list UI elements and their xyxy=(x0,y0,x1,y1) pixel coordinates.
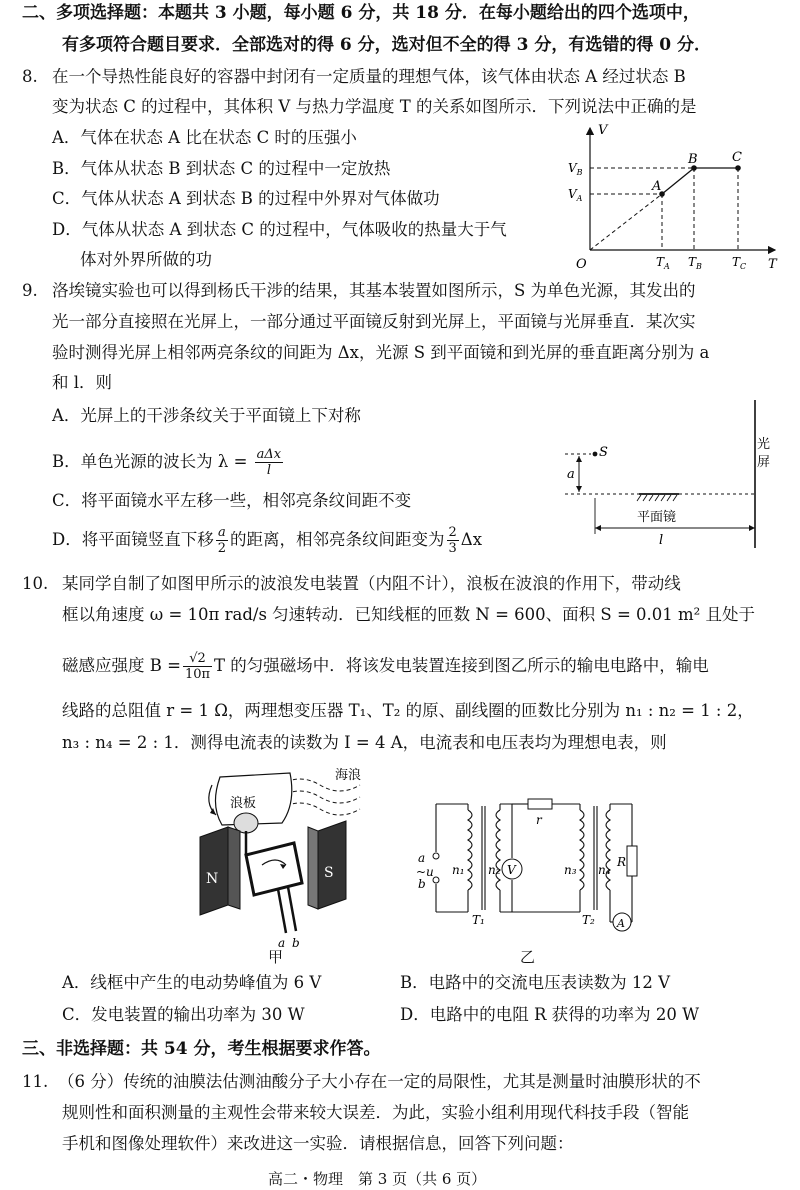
coil-frame xyxy=(246,843,302,895)
n3-label: n₃ xyxy=(564,863,577,877)
wave-board-label: 浪板 xyxy=(230,796,257,811)
q10-stem-line5: n₃ : n₄ = 2 : 1．测得电流表的读数为 I = 4 A，电流表和电压表均为理想电表，则 xyxy=(62,733,667,752)
origin-label: O xyxy=(576,257,587,272)
ab-dashed-extension xyxy=(590,194,662,250)
q9-lloyd-mirror-figure xyxy=(555,398,785,558)
q8-option-b: B．气体从状态 B 到状态 C 的过程中一定放热 xyxy=(52,159,391,178)
resistor-r-label: r xyxy=(536,813,542,827)
q9-stem-line4: 和 l．则 xyxy=(52,373,113,392)
q9-option-b: B．单色光源的波长为 λ = $\frac{\text{aΔx}}{l}$ xyxy=(52,447,282,478)
figure-jia-caption: 甲 xyxy=(268,948,284,966)
q8-option-a: A．气体在状态 A 比在状态 C 时的压强小 xyxy=(52,128,357,147)
q9-stem-line3: 验时测得光屏上相邻两亮条纹的间距为 Δx，光源 S 到平面镜和到光屏的垂直距离分别为 a xyxy=(52,343,710,362)
q10-number: 10. xyxy=(22,574,49,593)
q8-stem-line2: 变为状态 C 的过程中，其体积 V 与热力学温度 T 的关系如图所示．下列说法中正确的是 xyxy=(52,97,697,116)
q10-option-a: A．线框中产生的电动势峰值为 6 V xyxy=(62,973,322,992)
q11-number: 11. xyxy=(22,1072,49,1091)
q9-number: 9. xyxy=(22,281,38,300)
q10-option-d: D．电路中的电阻 R 获得的功率为 20 W xyxy=(400,1005,700,1024)
light-source-s xyxy=(593,452,598,457)
ammeter-label: A xyxy=(617,917,625,930)
point-b-label: B xyxy=(688,152,698,167)
ab-segment xyxy=(662,168,694,194)
q11-stem-line3: 手机和图像处理软件）来改进这一实验．请根据信息，回答下列问题： xyxy=(62,1134,574,1153)
q8-option-c: C．气体从状态 A 到状态 B 的过程中外界对气体做功 xyxy=(52,189,440,208)
voltmeter-label: V xyxy=(507,863,516,877)
n1-label: n₁ xyxy=(452,863,465,877)
q11-stem-line2: 规则性和面积测量的主观性会带来较大误差．为此，实验小组利用现代科技手段（智能 xyxy=(62,1103,689,1122)
q8-option-d-line2: 体对外界所做的功 xyxy=(80,250,212,269)
resistor-R-label: R xyxy=(617,855,627,869)
terminal-a-label: a xyxy=(418,851,426,865)
q10-stem-line2: 框以角速度 ω = 10π rad/s 匀速转动．已知线框的匝数 N = 600、面积 S = 0.01 m² 且处于 xyxy=(62,605,755,624)
section2-heading-line1: 二、多项选择题：本题共 3 小题，每小题 6 分，共 18 分．在每小题给出的四个选项中， xyxy=(22,3,700,23)
q8-number: 8. xyxy=(22,67,38,86)
point-c xyxy=(735,165,741,171)
point-a-label: A xyxy=(652,179,662,194)
source-s-label: S xyxy=(599,445,608,460)
q10-option-b: B．电路中的交流电压表读数为 12 V xyxy=(400,973,671,992)
q9-stem-line1: 洛埃镜实验也可以得到杨氏干涉的结果，其基本装置如图所示，S 为单色光源，其发出的 xyxy=(52,281,696,300)
q9-stem-line2: 光一部分直接照在光屏上，一部分通过平面镜反射到光屏上，平面镜与光屏垂直．某次实 xyxy=(52,312,696,331)
sea-wave-label: 海浪 xyxy=(335,768,362,783)
q10-stem-line4: 线路的总阻值 r = 1 Ω，两理想变压器 T₁、T₂ 的原、副线圈的匝数比分别为 n₁ : n₂ = 1 : 2， xyxy=(62,701,754,720)
section2-heading-line2: 有多项符合题目要求．全部选对的得 6 分，选对但不全的得 3 分，有选错的得 0 分． xyxy=(62,35,711,55)
voltage-u-label: ~u xyxy=(416,865,434,879)
page-footer: 高二・物理 第 3 页（共 6 页） xyxy=(268,1170,487,1188)
point-c-label: C xyxy=(732,150,742,165)
tc-label: $T_C$ xyxy=(732,255,747,271)
t1-label: T₁ xyxy=(472,913,485,927)
terminal-a-label: a xyxy=(278,936,286,950)
magnet-s-label: S xyxy=(324,865,334,881)
screen-label-2: 屏 xyxy=(757,455,771,470)
n2-label: n₂ xyxy=(488,863,501,877)
t-axis-label: T xyxy=(768,257,777,272)
q10-figure-yi xyxy=(412,790,652,940)
ta-label: $T_A$ xyxy=(656,255,670,271)
q8-vt-graph xyxy=(560,118,785,274)
n4-label: n₄ xyxy=(598,863,611,877)
q8-option-d-line1: D．气体从状态 A 到状态 C 的过程中，气体吸收的热量大于气 xyxy=(52,220,507,239)
q10-figure-jia xyxy=(190,765,380,965)
vb-label: $V_B$ xyxy=(568,161,583,177)
q8-stem-line1: 在一个导热性能良好的容器中封闭有一定质量的理想气体，该气体由状态 A 经过状态 B xyxy=(52,67,686,86)
distance-l-label: l xyxy=(659,533,664,548)
q10-stem-line1: 某同学自制了如图甲所示的波浪发电装置（内阻不计），浪板在波浪的作用下，带动线 xyxy=(62,574,681,593)
va-label: $V_A$ xyxy=(568,187,583,203)
q10-stem-line3: 磁感应强度 B = $\frac{√2}{10\pi}$ T 的匀强磁场中．将该发电装置连接到图乙所示的输电电路中，输电 xyxy=(62,651,709,682)
load-resistor-R xyxy=(627,846,637,876)
tb-label: $T_B$ xyxy=(688,255,702,271)
line-resistor-r xyxy=(528,799,552,809)
q10-option-c: C．发电装置的输出功率为 30 W xyxy=(62,1005,305,1024)
q11-stem-line1: （6 分）传统的油膜法估测油酸分子大小存在一定的局限性，尤其是测量时油膜形状的不 xyxy=(58,1072,701,1091)
section3-heading: 三、非选择题：共 54 分，考生根据要求作答。 xyxy=(22,1039,381,1059)
q9-option-c: C．将平面镜水平左移一些，相邻亮条纹间距不变 xyxy=(52,491,412,510)
magnet-n-label: N xyxy=(206,871,219,887)
v-axis-label: V xyxy=(598,123,608,138)
mirror-label: 平面镜 xyxy=(637,510,677,525)
q9-option-d: D．将平面镜竖直下移 $\frac{a}{2}$ 的距离，相邻亮条纹间距变为 $\frac{2}{3}$ Δx xyxy=(52,525,483,556)
t2-label: T₂ xyxy=(582,913,595,927)
distance-a-label: a xyxy=(567,467,575,482)
q9-option-a: A．光屏上的干涉条纹关于平面镜上下对称 xyxy=(52,406,361,425)
screen-label-1: 光 xyxy=(757,437,771,452)
terminal-b-label: b xyxy=(292,936,300,950)
figure-yi-caption: 乙 xyxy=(520,948,536,966)
terminal-b-label: b xyxy=(418,877,426,891)
